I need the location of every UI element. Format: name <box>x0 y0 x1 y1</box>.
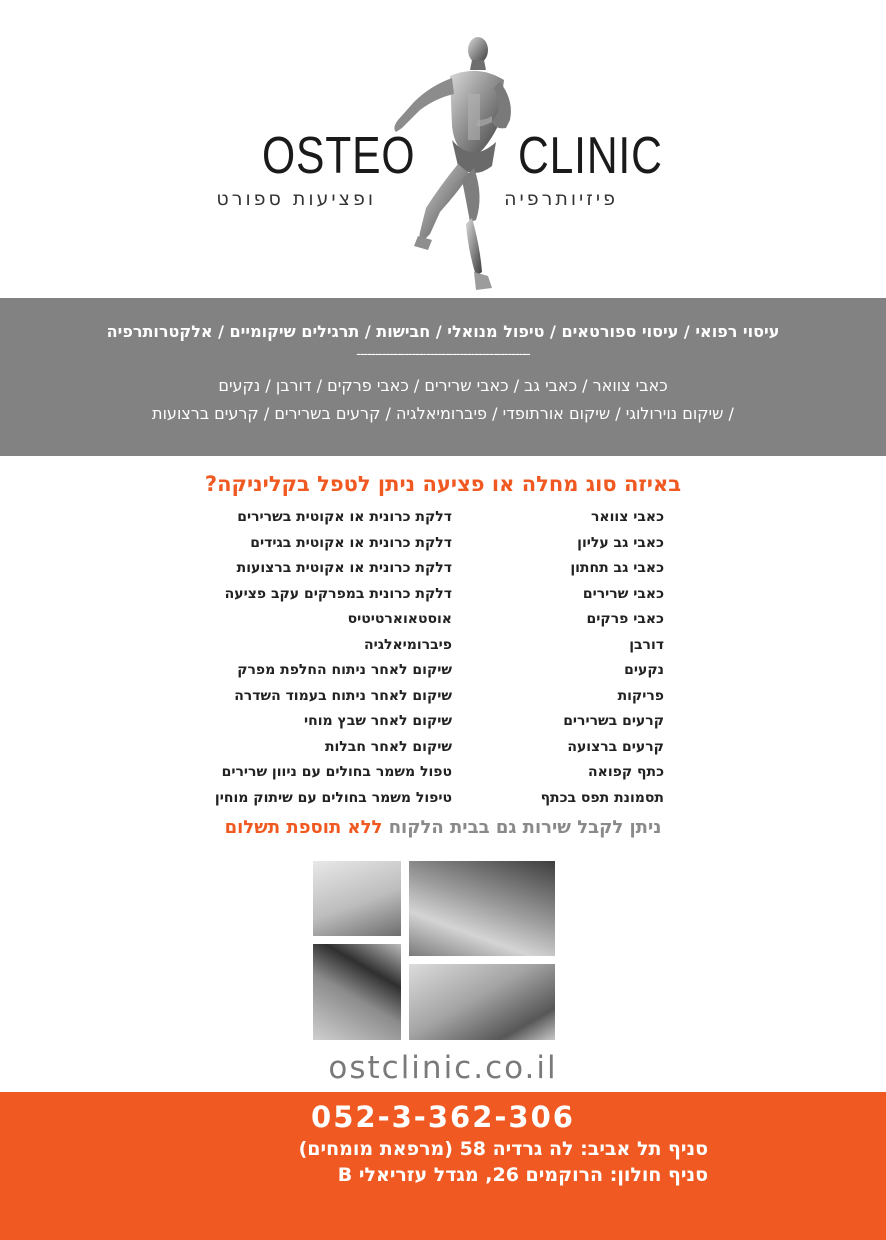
condition-item: אוסטאוארטיטיס <box>347 611 452 627</box>
condition-item: פיברומיאלגיה <box>363 636 452 653</box>
condition-item: דלקת כרונית או אקוטית בשרירים <box>237 509 452 525</box>
condition-item: שיקום לאחר ניתוח בעמוד השדרה <box>234 687 452 704</box>
logo-word-clinic: CLINIC <box>518 127 663 185</box>
services-list: עיסוי רפואי / עיסוי ספורטאים / טיפול מנואלי / חבישות / תרגילים שיקומיים / אלקטרותרפיה <box>106 322 780 341</box>
conditions-title: באיזה סוג מחלה או פציעה ניתן לטפל בקליניקה? <box>204 472 682 496</box>
condition-item: כתף קפואה <box>588 764 664 780</box>
tagline-sports-injuries: ופציעות ספורט <box>216 188 376 210</box>
condition-item: כאבי גב תחתון <box>570 560 664 576</box>
condition-item: דלקת כרונית או אקוטית בגידים <box>250 534 452 551</box>
photo-back-massage <box>409 861 555 956</box>
condition-item: דלקת כרונית או אקוטית ברצועות <box>236 560 452 576</box>
condition-item: קרעים ברצועה <box>567 738 664 755</box>
condition-item: טפול משמר בחולים עם ניוון שרירים <box>221 764 452 780</box>
condition-item: דורבן <box>629 636 664 653</box>
condition-item: טיפול משמר בחולים עם שיתוק מוחין <box>214 789 452 806</box>
condition-item: שיקום לאחר חבלות <box>324 738 452 755</box>
clinic-logo <box>0 0 886 298</box>
photo-calf-massage <box>409 964 555 1040</box>
condition-item: שיקום לאחר ניתוח החלפת מפרק <box>237 662 452 678</box>
phone-number[interactable]: 052-3-362-306 <box>311 1100 575 1134</box>
home-service-text: ניתן לקבל שירות גם בבית הלקוח <box>388 817 662 838</box>
no-extra-charge-text: ללא תוספת תשלום <box>224 817 383 838</box>
condition-item: כאבי גב עליון <box>577 534 664 551</box>
conditions-left-column <box>132 505 452 811</box>
condition-item: כאבי שרירים <box>582 585 664 602</box>
logo-word-osteo: OSTEO <box>262 127 416 185</box>
condition-item: כאבי פרקים <box>586 611 664 627</box>
photo-leg-treatment <box>313 944 401 1040</box>
condition-item: קרעים בשרירים <box>563 713 664 729</box>
branch-tel-aviv: סניף תל אביב: לה גרדיה 58 (מרפאת מומחים) <box>298 1138 708 1160</box>
branch-holon: סניף חולון: הרוקמים 26, מגדל עזריאלי B <box>337 1164 708 1186</box>
tagline-physiotherapy: פיזיותרפיה <box>504 188 618 210</box>
contact-footer <box>0 1092 886 1240</box>
home-service-note <box>0 817 886 838</box>
condition-item: נקעים <box>624 662 664 678</box>
photo-knee-taping <box>313 861 401 936</box>
website-link[interactable]: ostclinic.co.il <box>328 1050 558 1086</box>
condition-item: דלקת כרונית במפרקים עקב פציעה <box>224 585 452 602</box>
dashed-divider: ----------------------------------------------- <box>356 347 530 362</box>
condition-item: פריקות <box>617 687 664 704</box>
condition-item: כאבי צוואר <box>590 509 664 525</box>
condition-item: תסמונת תפס בכתף <box>540 789 664 806</box>
services-band <box>0 298 886 456</box>
pain-list: כאבי צוואר / כאבי גב / כאבי שרירים / כאבי פרקים / דורבן / נקעים <box>218 376 668 395</box>
rehab-list: / שיקום נוירולוגי / שיקום אורתופדי / פיברומיאלגיה / קרעים בשרירים / קרעים ברצועות <box>152 404 734 423</box>
condition-item: שיקום לאחר שבץ מוחי <box>303 713 452 729</box>
